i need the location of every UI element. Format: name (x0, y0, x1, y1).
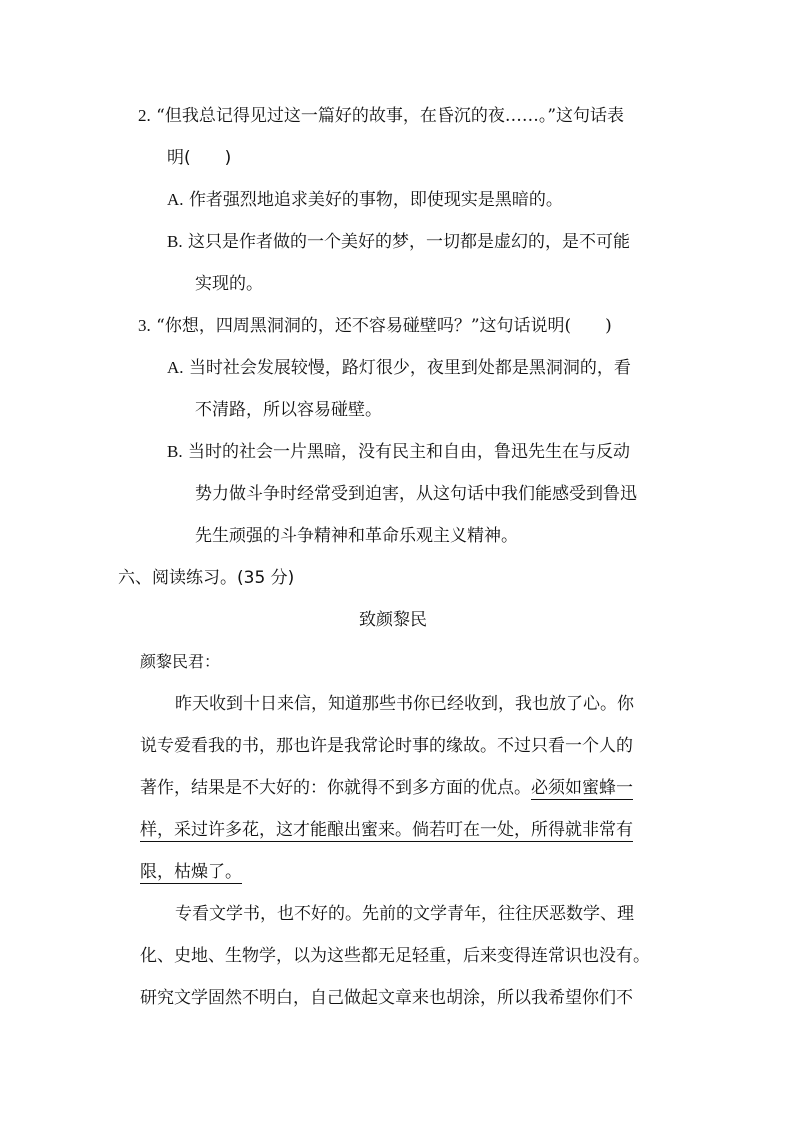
question-text: “你想，四周黑洞洞的，还不容易碰壁吗？”这句话说明( ) (156, 316, 612, 336)
paragraph-1-line-2: 说专爱看我的书，那也许是我常论时事的缘故。不过只看一个人的 (140, 736, 633, 756)
option-text: 作者强烈地追求美好的事物，即使现实是黑暗的。 (188, 190, 563, 210)
question-2-option-b-cont: 实现的。 (195, 274, 263, 294)
question-2-line-2: 明( ) (167, 148, 232, 168)
section-heading: 六、阅读练习。(35 分) (118, 568, 295, 588)
option-letter: A. (167, 190, 184, 209)
option-letter: A. (167, 358, 184, 377)
question-text: “但我总记得见过这一篇好的故事，在昏沉的夜……。”这句话表 (156, 106, 625, 126)
paragraph-2-line-2: 化、史地、生物学，以为这些都无足轻重，后来变得连常识也没有。 (140, 946, 650, 966)
underlined-text: 必须如蜜蜂一 (531, 778, 633, 798)
question-2-line-1 (138, 105, 624, 127)
passage-title: 致颜黎民 (359, 610, 427, 630)
paragraph-2-line-3: 研究文学固然不明白，自己做起文章来也胡涂，所以我希望你们不 (140, 988, 633, 1008)
question-3-option-b-cont-1: 势力做斗争时经常受到迫害，从这句话中我们能感受到鲁迅 (195, 484, 637, 504)
paragraph-1-line-4-underlined: 样，采过许多花，这才能酿出蜜来。倘若叮在一处，所得就非常有 (140, 820, 633, 840)
option-letter: B. (167, 232, 183, 251)
paragraph-1-line-3 (140, 777, 633, 799)
option-text: 当时的社会一片黑暗，没有民主和自由，鲁迅先生在与反动 (188, 442, 630, 462)
question-3-line-1 (138, 315, 612, 337)
question-number: 3. (138, 316, 151, 335)
question-number: 2. (138, 106, 151, 125)
paragraph-1-line-5-underlined: 限，枯燥了。 (140, 862, 242, 882)
paragraph-2-line-1: 专看文学书，也不好的。先前的文学青年，往往厌恶数学、理 (175, 904, 634, 924)
plain-text: 著作，结果是不大好的：你就得不到多方面的优点。 (140, 778, 531, 798)
question-3-option-b (167, 441, 630, 463)
question-2-option-b (167, 231, 630, 253)
option-letter: B. (167, 442, 183, 461)
option-text: 当时社会发展较慢，路灯很少，夜里到处都是黑洞洞的，看 (188, 358, 631, 378)
question-3-option-a (167, 357, 631, 379)
question-3-option-b-cont-2: 先生顽强的斗争精神和革命乐观主义精神。 (195, 526, 518, 546)
paragraph-1-line-1: 昨天收到十日来信，知道那些书你已经收到，我也放了心。你 (175, 694, 634, 714)
question-3-option-a-cont: 不清路，所以容易碰壁。 (195, 400, 382, 420)
question-2-option-a (167, 189, 563, 211)
option-text: 这只是作者做的一个美好的梦，一切都是虚幻的，是不可能 (188, 232, 630, 252)
salutation: 颜黎民君： (140, 652, 221, 671)
